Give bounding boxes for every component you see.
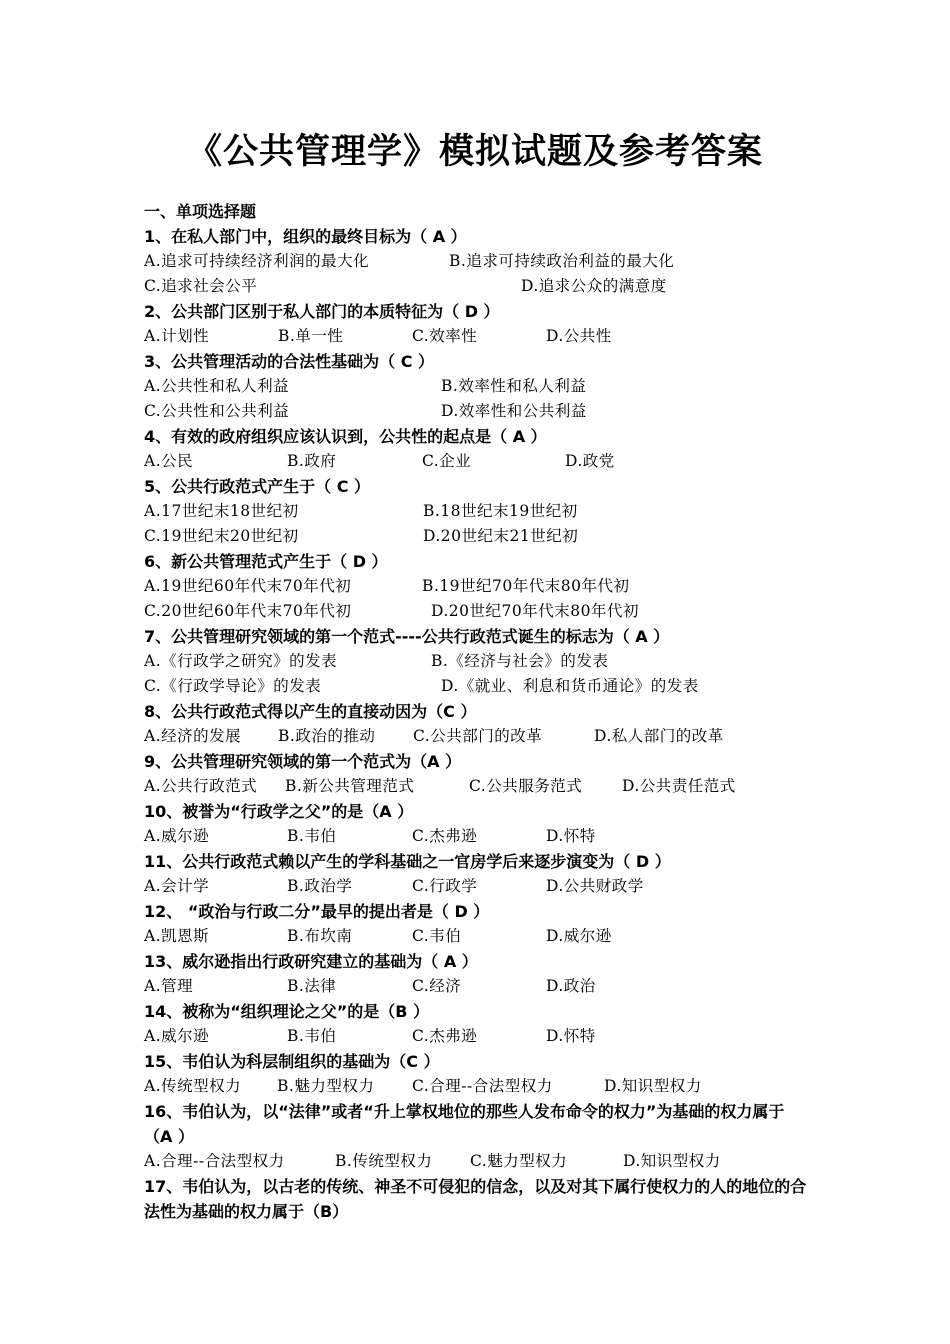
option-b: B.布坎南: [287, 927, 353, 945]
option-b: B.18世纪末19世纪初: [423, 502, 578, 520]
option-b: B.新公共管理范式: [285, 777, 415, 795]
option-d: D.政治: [546, 977, 596, 995]
option-c: C.合理--合法型权力: [412, 1077, 553, 1095]
option-a: A.计划性: [144, 327, 210, 345]
option-a: A.《行政学之研究》的发表: [144, 652, 338, 670]
option-row: [144, 449, 824, 474]
option-row: [144, 724, 824, 749]
option-row: [144, 874, 824, 899]
option-d: D.《就业、利息和货币通论》的发表: [441, 677, 699, 695]
option-a: A.19世纪60年代末70年代初: [144, 577, 352, 595]
option-d: D.公共责任范式: [622, 777, 736, 795]
option-d: D.公共财政学: [546, 877, 644, 895]
option-a: A.管理: [144, 977, 194, 995]
option-a: A.会计学: [144, 877, 210, 895]
question-4: 4、有效的政府组织应该认识到，公共性的起点是（ A ）: [144, 427, 547, 446]
option-row: [144, 599, 824, 624]
option-b: B.《经济与社会》的发表: [431, 652, 609, 670]
question-7: 7、公共管理研究领域的第一个范式----公共行政范式诞生的标志为（ A ）: [144, 627, 670, 646]
option-row: [144, 524, 824, 549]
option-c: C.企业: [422, 452, 472, 470]
option-row: [144, 649, 824, 674]
option-a: A.追求可持续经济利润的最大化: [144, 252, 370, 270]
option-row: [144, 1074, 824, 1099]
option-a: A.凯恩斯: [144, 927, 210, 945]
exam-content: [144, 199, 824, 1224]
question-1: 1、在私人部门中，组织的最终目标为（ A ）: [144, 227, 467, 246]
question-17: 17、韦伯认为，以古老的传统、神圣不可侵犯的信念，以及对其下属行使权力的人的地位的合法性为基础的权力属于（B）: [144, 1177, 807, 1221]
question-13: 13、威尔逊指出行政研究建立的基础为（ A ）: [144, 952, 478, 971]
option-c: C.19世纪末20世纪初: [144, 527, 299, 545]
option-a: A.公民: [144, 452, 194, 470]
option-row: [144, 374, 824, 399]
option-d: D.效率性和公共利益: [441, 402, 587, 420]
option-row: [144, 274, 824, 299]
option-a: A.经济的发展: [144, 727, 242, 745]
question-5: 5、公共行政范式产生于（ C ）: [144, 477, 371, 496]
option-row: [144, 974, 824, 999]
option-a: A.威尔逊: [144, 1027, 210, 1045]
option-b: B.法律: [287, 977, 337, 995]
option-b: B.韦伯: [287, 1027, 337, 1045]
option-c: C.公共部门的改革: [413, 727, 543, 745]
option-b: B.政府: [287, 452, 337, 470]
option-d: D.20世纪70年代末80年代初: [431, 602, 639, 620]
question-9: 9、公共管理研究领域的第一个范式为（A ）: [144, 752, 462, 771]
option-c: C.追求社会公平: [144, 277, 258, 295]
option-d: D.追求公众的满意度: [521, 277, 667, 295]
option-b: B.单一性: [278, 327, 344, 345]
option-a: A.公共性和私人利益: [144, 377, 290, 395]
option-a: A.合理--合法型权力: [144, 1152, 285, 1170]
option-a: A.公共行政范式: [144, 777, 258, 795]
option-row: [144, 924, 824, 949]
option-d: D.威尔逊: [546, 927, 612, 945]
question-6: 6、新公共管理范式产生于（ D ）: [144, 552, 388, 571]
question-3: 3、公共管理活动的合法性基础为（ C ）: [144, 352, 435, 371]
option-row: [144, 824, 824, 849]
option-d: D.公共性: [546, 327, 612, 345]
question-11: 11、公共行政范式赖以产生的学科基础之一官房学后来逐步演变为（ D ）: [144, 852, 671, 871]
option-c: C.公共服务范式: [469, 777, 583, 795]
option-a: A.17世纪末18世纪初: [144, 502, 299, 520]
option-row: [144, 399, 824, 424]
option-a: A.威尔逊: [144, 827, 210, 845]
option-b: B.效率性和私人利益: [441, 377, 587, 395]
option-c: C.经济: [412, 977, 462, 995]
question-12: 12、 “政治与行政二分”最早的提出者是（ D ）: [144, 902, 490, 921]
question-14: 14、被称为“组织理论之父”的是（B ）: [144, 1002, 430, 1021]
section-title: 一、单项选择题: [144, 202, 257, 221]
question-16: 16、韦伯认为，以“法律”或者“升上掌权地位的那些人发布命令的权力”为基础的权力属于（A ）: [144, 1102, 785, 1146]
option-b: B.魅力型权力: [277, 1077, 375, 1095]
option-c: C.行政学: [412, 877, 478, 895]
option-a: A.传统型权力: [144, 1077, 242, 1095]
option-b: B.传统型权力: [335, 1152, 433, 1170]
option-d: D.知识型权力: [604, 1077, 702, 1095]
option-c: C.杰弗逊: [412, 1027, 478, 1045]
option-row: [144, 574, 824, 599]
option-b: B.韦伯: [287, 827, 337, 845]
option-row: [144, 774, 824, 799]
option-row: [144, 674, 824, 699]
option-row: [144, 1024, 824, 1049]
option-b: B.追求可持续政治利益的最大化: [449, 252, 675, 270]
option-c: C.20世纪60年代末70年代初: [144, 602, 352, 620]
option-b: B.19世纪70年代末80年代初: [422, 577, 630, 595]
option-c: C.效率性: [412, 327, 478, 345]
option-c: C.魅力型权力: [470, 1152, 568, 1170]
option-d: D.政党: [565, 452, 615, 470]
option-row: [144, 499, 824, 524]
option-row: [144, 249, 824, 274]
option-row: [144, 1149, 824, 1174]
option-d: D.怀特: [546, 1027, 596, 1045]
option-d: D.私人部门的改革: [594, 727, 724, 745]
page-title: 《公共管理学》模拟试题及参考答案: [186, 131, 763, 172]
question-15: 15、韦伯认为科层制组织的基础为（C ）: [144, 1052, 440, 1071]
option-d: D.知识型权力: [623, 1152, 721, 1170]
option-b: B.政治学: [287, 877, 353, 895]
option-c: C.《行政学导论》的发表: [144, 677, 322, 695]
option-d: D.20世纪末21世纪初: [423, 527, 579, 545]
option-d: D.怀特: [546, 827, 596, 845]
question-8: 8、公共行政范式得以产生的直接动因为（C ）: [144, 702, 477, 721]
question-10: 10、被誉为“行政学之父”的是（A ）: [144, 802, 414, 821]
option-row: [144, 324, 824, 349]
option-c: C.公共性和公共利益: [144, 402, 290, 420]
option-b: B.政治的推动: [278, 727, 376, 745]
option-c: C.韦伯: [412, 927, 462, 945]
option-c: C.杰弗逊: [412, 827, 478, 845]
question-2: 2、公共部门区别于私人部门的本质特征为（ D ）: [144, 302, 500, 321]
